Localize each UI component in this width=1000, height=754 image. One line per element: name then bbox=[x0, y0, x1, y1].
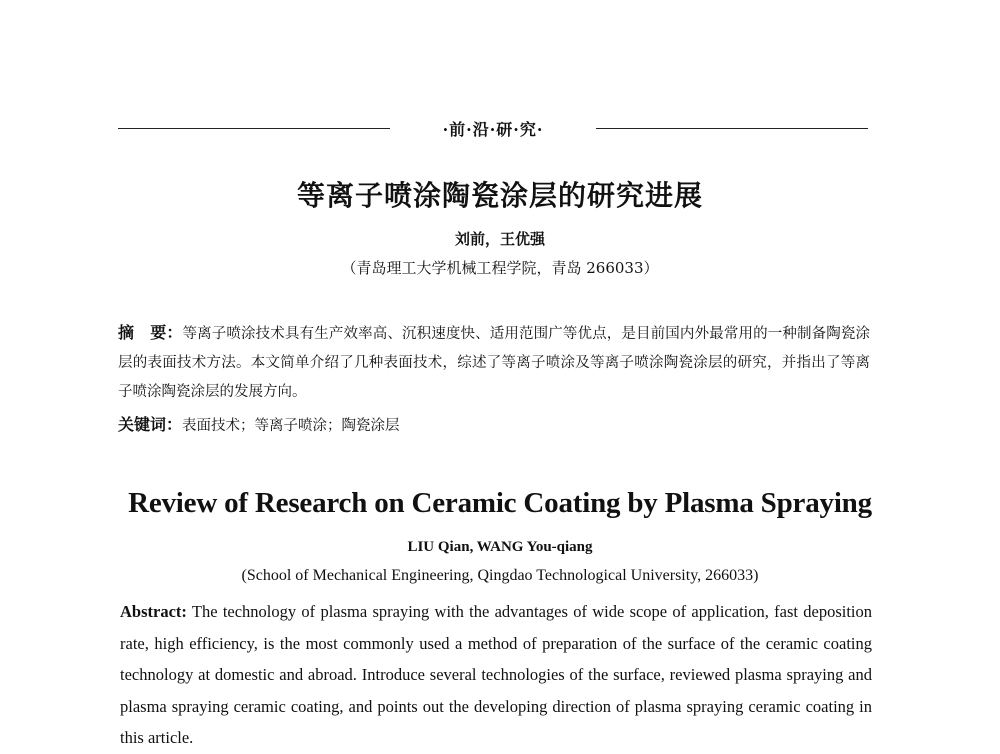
chinese-authors: 刘前，王优强 bbox=[454, 230, 545, 248]
chinese-keywords-label: 关键词： bbox=[118, 415, 183, 434]
english-abstract-text: The technology of plasma spraying with the advantages of wide scope of application, fast deposition rate, high efficiency, is the most commonly used a method of preparation of the surface of the ceramic coating technology at domestic and abroad. Introduce several technologies of the surface, reviewed plasma spraying and plasma spraying ceramic coating, and points out the developing direction of plasma spraying ceramic coating in this article. bbox=[120, 602, 872, 747]
chinese-keywords bbox=[118, 412, 870, 435]
chinese-affiliation: （青岛理工大学机械工程学院，青岛 266033） bbox=[341, 259, 659, 277]
chinese-abstract-label: 摘 要： bbox=[118, 323, 183, 342]
english-abstract bbox=[120, 596, 872, 754]
section-header bbox=[118, 116, 868, 140]
chinese-abstract bbox=[118, 318, 870, 407]
chinese-keywords-text: 表面技术；等离子喷涂；陶瓷涂层 bbox=[182, 418, 400, 434]
header-rule-left bbox=[118, 128, 390, 129]
chinese-abstract-text: 等离子喷涂技术具有生产效率高、沉积速度快、适用范围广等优点，是目前国内外最常用的一种制备陶瓷涂层的表面技术方法。本文简单介绍了几种表面技术，综述了等离子喷涂及等离子喷涂陶瓷涂层的研究，并指出了等离子喷涂陶瓷涂层的发展方向。 bbox=[118, 326, 870, 400]
header-rule-right bbox=[596, 128, 868, 129]
english-authors: LIU Qian, WANG You-qiang bbox=[407, 539, 593, 555]
english-affiliation: (School of Mechanical Engineering, Qingdao Technological University, 266033) bbox=[241, 567, 759, 584]
chinese-title: 等离子喷涂陶瓷涂层的研究进展 bbox=[296, 179, 703, 212]
english-abstract-label: Abstract: bbox=[120, 602, 187, 621]
section-label: ·前·沿·研·究· bbox=[442, 120, 544, 139]
english-title: Review of Research on Ceramic Coating by Plasma Spraying bbox=[128, 487, 872, 519]
